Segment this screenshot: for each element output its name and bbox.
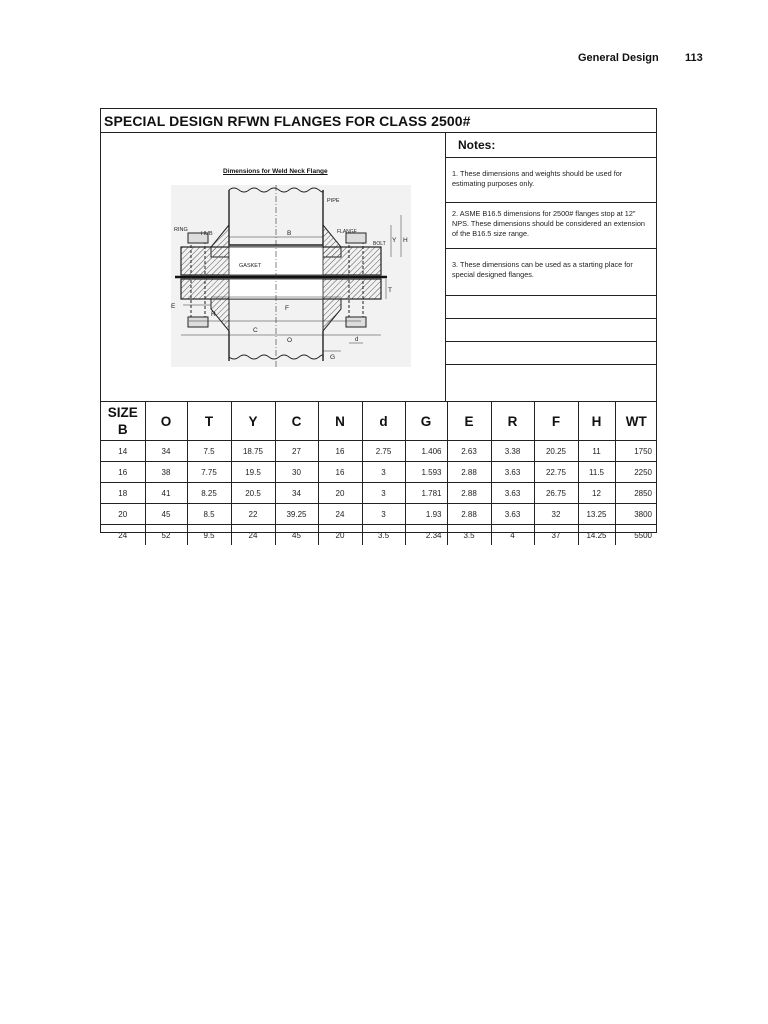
table-row (101, 462, 657, 483)
diagram-cell (101, 133, 446, 402)
notes-heading-cell (446, 133, 657, 158)
table-cell: 8.25 (187, 483, 231, 504)
table-cell: 1.93 (405, 504, 447, 525)
column-header-r: R (491, 402, 534, 441)
table-cell: 1.406 (405, 441, 447, 462)
table-cell: 45 (275, 525, 318, 546)
notes-heading: Notes: (458, 138, 496, 152)
table-cell: 7.75 (187, 462, 231, 483)
table-cell: 18 (101, 483, 145, 504)
table-cell: 7.5 (187, 441, 231, 462)
column-header-y: Y (231, 402, 275, 441)
table-cell: 8.5 (187, 504, 231, 525)
table-cell: 1750 (615, 441, 657, 462)
table-cell: 16 (318, 462, 362, 483)
label-r: R (211, 311, 216, 318)
notes-column (446, 133, 657, 402)
table-cell: 3.5 (362, 525, 405, 546)
label-ring: RING (174, 227, 188, 233)
table-cell: 1.593 (405, 462, 447, 483)
table-cell: 2250 (615, 462, 657, 483)
size-header-line1: SIZE (107, 405, 138, 420)
table-cell: 3 (362, 504, 405, 525)
table-cell: 2.88 (447, 483, 491, 504)
table-cell: 3 (362, 483, 405, 504)
diagram-caption: Dimensions for Weld Neck Flange (223, 168, 328, 175)
label-y: Y (392, 237, 397, 244)
table-cell: 22.75 (534, 462, 578, 483)
table-cell: 5500 (615, 525, 657, 546)
table-cell: 3.63 (491, 504, 534, 525)
table-row (101, 525, 657, 546)
table-cell: 13.25 (578, 504, 615, 525)
table-cell: 32 (534, 504, 578, 525)
column-header-g: G (405, 402, 447, 441)
table-cell: 39.25 (275, 504, 318, 525)
column-header-e: E (447, 402, 491, 441)
label-e: E (171, 303, 176, 310)
note-3: 3. These dimensions can be used as a starting place for special designed flanges. (452, 260, 633, 279)
table-cell: 2.63 (447, 441, 491, 462)
table-row (101, 483, 657, 504)
table-cell: 18.75 (231, 441, 275, 462)
label-pipe: PIPE (327, 198, 340, 204)
note-1-cell (446, 158, 657, 203)
table-cell: 4 (491, 525, 534, 546)
table-cell: 2.34 (405, 525, 447, 546)
table-cell: 38 (145, 462, 187, 483)
column-header-d: d (362, 402, 405, 441)
table-cell: 22 (231, 504, 275, 525)
note-2-cell (446, 203, 657, 249)
table-cell: 14 (101, 441, 145, 462)
table-cell: 20 (101, 504, 145, 525)
label-bolt: BOLT (373, 241, 386, 247)
column-header-size (101, 402, 145, 441)
table-cell: 16 (101, 462, 145, 483)
table-cell: 27 (275, 441, 318, 462)
label-g: G (330, 354, 336, 361)
table-cell: 11.5 (578, 462, 615, 483)
table-cell: 3.63 (491, 462, 534, 483)
table-cell: 2850 (615, 483, 657, 504)
table-cell: 2.88 (447, 504, 491, 525)
table-cell: 24 (101, 525, 145, 546)
table-cell: 20 (318, 525, 362, 546)
page-number: 113 (685, 52, 703, 64)
column-header-wt: WT (615, 402, 657, 441)
section-title: General Design (578, 52, 659, 64)
label-o: O (287, 337, 293, 344)
table-cell: 11 (578, 441, 615, 462)
table-cell: 34 (145, 441, 187, 462)
table-cell: 34 (275, 483, 318, 504)
table-cell: 14.25 (578, 525, 615, 546)
size-header-line2: B (117, 422, 128, 437)
table-cell: 9.5 (187, 525, 231, 546)
flange-spec-sheet (100, 108, 657, 540)
table-cell: 30 (275, 462, 318, 483)
label-c: C (253, 327, 258, 334)
empty-note-cell (446, 319, 657, 342)
table-cell: 12 (578, 483, 615, 504)
weld-neck-flange-diagram (171, 185, 411, 367)
table-row (101, 504, 657, 525)
table-cell: 3.38 (491, 441, 534, 462)
table-cell: 20.5 (231, 483, 275, 504)
empty-note-cell (446, 342, 657, 365)
empty-note-cell (446, 365, 657, 402)
column-header-f: F (534, 402, 578, 441)
table-cell: 3.5 (447, 525, 491, 546)
column-header-n: N (318, 402, 362, 441)
label-gasket: GASKET (239, 263, 262, 269)
table-cell: 20.25 (534, 441, 578, 462)
table-cell: 52 (145, 525, 187, 546)
label-f: F (285, 305, 289, 312)
label-t: T (388, 287, 392, 294)
dimensions-table (101, 401, 657, 545)
table-cell: 41 (145, 483, 187, 504)
table-cell: 3 (362, 462, 405, 483)
table-cell: 37 (534, 525, 578, 546)
table-cell: 20 (318, 483, 362, 504)
title-row (101, 109, 656, 133)
table-row (101, 441, 657, 462)
table-cell: 2.88 (447, 462, 491, 483)
table-cell: 26.75 (534, 483, 578, 504)
table-header-row (101, 402, 657, 441)
note-2: 2. ASME B16.5 dimensions for 2500# flanges stop at 12" NPS. These dimensions should be considered an extension of the B16.5 size range. (452, 209, 645, 238)
table-cell: 24 (318, 504, 362, 525)
table-cell: 3.63 (491, 483, 534, 504)
column-header-h: H (578, 402, 615, 441)
table-cell: 19.5 (231, 462, 275, 483)
table-cell: 2.75 (362, 441, 405, 462)
label-hub: HUB (201, 231, 213, 237)
label-d: d (355, 337, 359, 343)
table-cell: 3800 (615, 504, 657, 525)
note-3-cell (446, 249, 657, 296)
column-header-t: T (187, 402, 231, 441)
table-cell: 24 (231, 525, 275, 546)
empty-note-cell (446, 296, 657, 319)
label-flange: FLANGE (337, 229, 358, 235)
table-cell: 16 (318, 441, 362, 462)
column-header-o: O (145, 402, 187, 441)
label-h: H (403, 237, 408, 244)
note-1: 1. These dimensions and weights should be used for estimating purposes only. (452, 169, 623, 188)
table-cell: 45 (145, 504, 187, 525)
sheet-title: SPECIAL DESIGN RFWN FLANGES FOR CLASS 2500# (104, 113, 471, 129)
column-header-c: C (275, 402, 318, 441)
table-cell: 1.781 (405, 483, 447, 504)
label-b: B (287, 230, 292, 237)
